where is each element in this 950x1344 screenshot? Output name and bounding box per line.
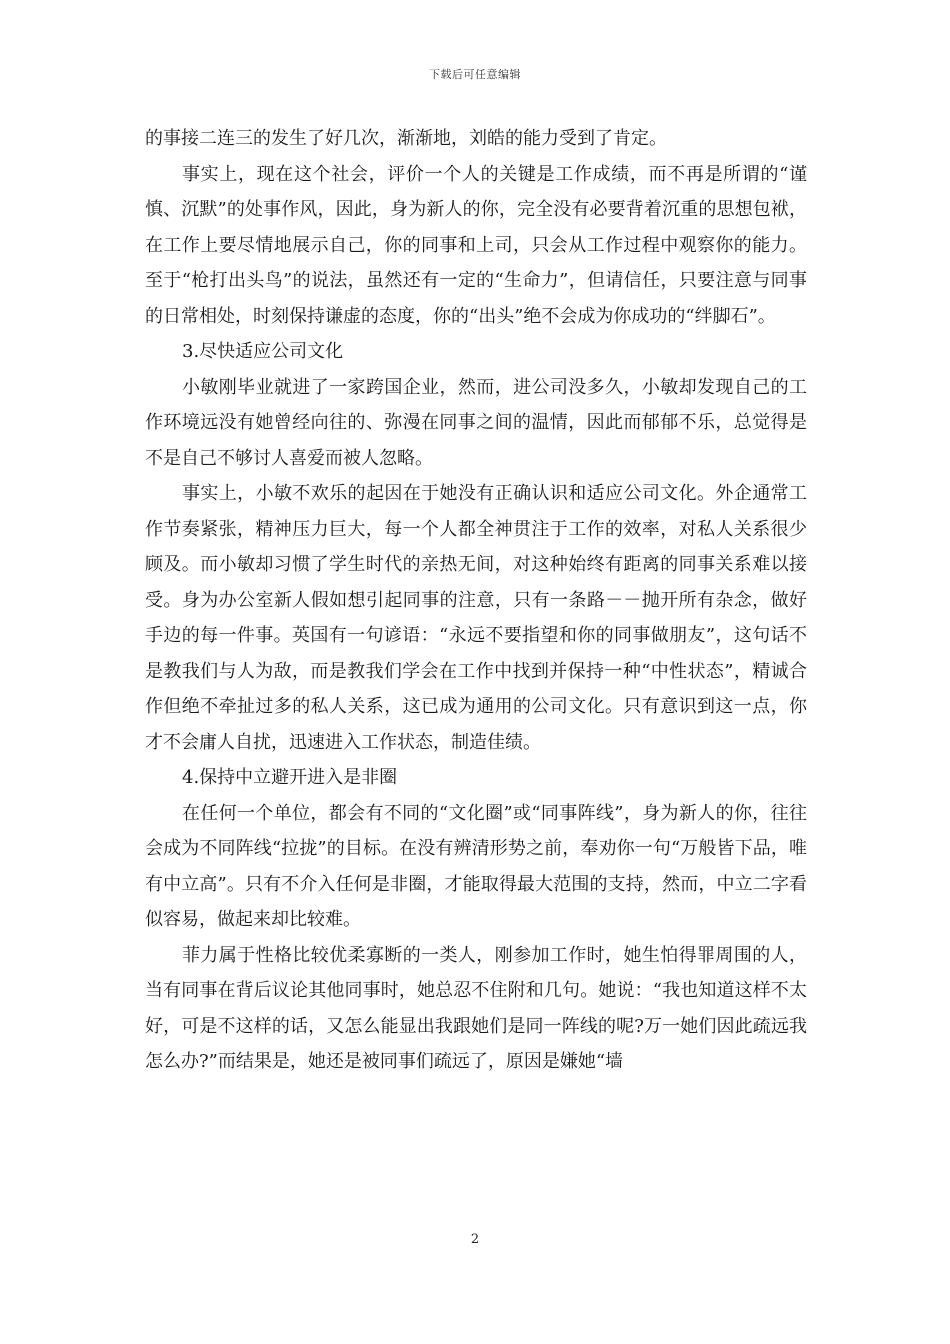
paragraph: 在任何一个单位，都会有不同的“文化圈”或“同事阵线”，身为新人的你，往往会成为不同阵线“拉拢”的目标。在没有辨清形势之前，奉劝你一句“万般皆下品，唯有中立高”。只有不介入任何是非圈，才能取得最大范围的支持，然而，中立二字看似容易，做起来却比较难。 bbox=[145, 802, 807, 930]
section-heading: 3.尽快适应公司文化 bbox=[182, 341, 344, 362]
document-body bbox=[145, 121, 807, 1080]
paragraph: 菲力属于性格比较优柔寡断的一类人，刚参加工作时，她生怕得罪周围的人，当有同事在背后议论其他同事时，她总忍不住附和几句。她说：“我也知道这样不太好，可是不这样的话，又怎么能显出我跟她们是同一阵线的呢?万一她们因此疏远我怎么办?”而结果是，她还是被同事们疏远了，原因是嫌她“墙 bbox=[145, 944, 807, 1072]
paragraph-continuation: 的事接二连三的发生了好几次，渐渐地，刘皓的能力受到了肯定。 bbox=[145, 128, 667, 149]
paragraph: 事实上，小敏不欢乐的起因在于她没有正确认识和适应公司文化。外企通常工作节奏紧张，精神压力巨大，每一个人都全神贯注于工作的效率，对私人关系很少顾及。而小敏却习惯了学生时代的亲热无间，对这种始终有距离的同事关系难以接受。身为办公室新人假如想引起同事的注意，只有一条路－－抛开所有杂念，做好手边的每一件事。英国有一句谚语：“永远不要指望和你的同事做朋友”，这句话不是教我们与人为敌，而是教我们学会在工作中找到并保持一种“中性状态”，精诚合作但绝不牵扯过多的私人关系，这已成为通用的公司文化。只有意识到这一点，你才不会庸人自扰，迅速进入工作状态，制造佳绩。 bbox=[145, 483, 807, 753]
page-header: 下载后可任意编辑 bbox=[429, 68, 521, 81]
page-number: 2 bbox=[470, 1232, 480, 1247]
section-heading: 4.保持中立避开进入是非圈 bbox=[182, 767, 398, 788]
paragraph: 事实上，现在这个社会，评价一个人的关键是工作成绩，而不再是所谓的“谨慎、沉默”的处事作风，因此，身为新人的你，完全没有必要背着沉重的思想包袱，在工作上要尽情地展示自己，你的同事和上司，只会从工作过程中观察你的能力。至于“枪打出头鸟”的说法，虽然还有一定的“生命力”，但请信任，只要注意与同事的日常相处，时刻保持谦虚的态度，你的“出头”绝不会成为你成功的“绊脚石”。 bbox=[145, 163, 807, 327]
paragraph: 小敏刚毕业就进了一家跨国企业，然而，进公司没多久，小敏却发现自己的工作环境远没有她曾经向往的、弥漫在同事之间的温情，因此而郁郁不乐，总觉得是不是自己不够讨人喜爱而被人忽略。 bbox=[145, 376, 807, 469]
